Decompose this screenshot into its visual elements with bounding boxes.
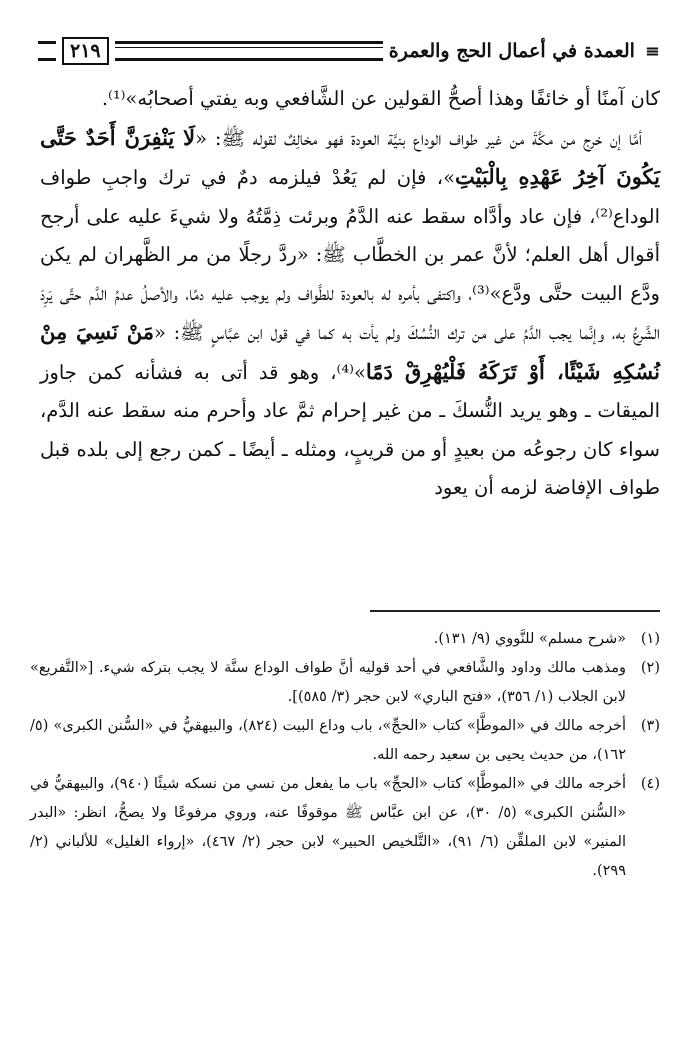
running-title: العمدة في أعمال الحج والعمرة: [383, 40, 641, 62]
footnote: [30, 654, 660, 712]
footnote-text: «شرح مسلم» للنَّووي (٩/ ١٣١).: [433, 631, 626, 647]
footnote: [30, 712, 660, 770]
header-rule-end: [38, 41, 56, 61]
paragraph-2-part-c: »⁽⁴⁾، وهو قد أتى به فشأنه كمن جاوز الميقات ـ وهو يريد النُّسكَ ـ من غير إحرام ثمَّ عاد وأحرم منه سقط عنه الدَّم، سواء كان رجوعُه من بعيدٍ أو من قريبٍ، ومثله ـ أيضًا ـ كمن رجع إلى بلده قبل طواف الإفاضة لزمه أن يعود: [40, 360, 660, 499]
main-text: [40, 80, 660, 508]
footnote-number: (٣): [640, 718, 660, 734]
footnote-number: (٢): [640, 660, 660, 676]
footnote: [30, 770, 660, 886]
footnote-number: (١): [640, 631, 660, 647]
athar-quote: مَنْ نَسِيَ مِنْ نُسُكِهِ شَيْئًا، أَوْ تَرَكَهُ فَلْيُهْرِقْ دَمًا: [40, 319, 660, 384]
paragraph-1: كان آمنًا أو خائفًا وهذا أصحُّ القولين عن الشَّافعي وبه يفتي أصحابُه»⁽¹⁾.: [101, 87, 660, 110]
hadith-quote: لَا يَنْفِرَنَّ أَحَدٌ حَتَّى يَكُونَ آخِرُ عَهْدِهِ بِالْبَيْتِ: [40, 124, 660, 189]
paragraph-2-part-b: »، فإن لم يَعُدْ فيلزمه دمٌ في ترك واجبِ طواف الوداع⁽²⁾، فإن عاد وأدَّاه سقط عنه الدَّمُ وبرئت ذِمَّتُهُ ولا شيءَ عليه على أرجح أقوال أهل العلم؛ لأنَّ عمر بن الخطَّاب ﷺ: «ردَّ رجلًا من مر الظَّهران لم يكن ودَّع البيت حتَّى ودَّع»⁽³⁾، واكتفى بأمره له بالعودة للطَّواف ولم يوجب عليه دمًا، والأصلُ عدمُ الدَّم حتَّى يَرِدَ الشَّرعُ به، وإنَّما يجب الدَّمُ على من ترك النُّسُكَ ولم يأت به كما في قول ابن عبَّاسٍ ﷺ: «: [40, 166, 660, 344]
footnote: [30, 625, 660, 654]
paragraph-2: [40, 119, 660, 508]
footnote-divider: [370, 610, 660, 612]
footnote-text: أخرجه مالك في «الموطَّإ» كتاب «الحجِّ» باب ما يفعل من نسي من نسكه شيئًا (٩٤٠)، والبيهقيُّ في «السُّنن الكبرى» (٥/ ٣٠)، عن ابن عبَّاس ﷺ موقوفًا عنه، وروي مرفوعًا ولا يصحُّ، انظر: «البدر المنير» لابن الملقِّن (٦/ ٩١)، «التَّلخيص الحبير» لابن حجر (٢/ ٤٦٧)، «إرواء الغليل» للألباني (٢/ ٢٩٩).: [30, 776, 626, 879]
footnotes: [30, 625, 660, 886]
paragraph-2-part-a: أمَّا إن خرج من مكَّةَ من غير طواف الوداع بنيَّة العودة فهو مخالِفٌ لقوله ﷺ: «: [195, 126, 643, 150]
footnote-text: أخرجه مالك في «الموطَّإ» كتاب «الحجِّ»، باب وداع البيت (٨٢٤)، والبيهقيُّ في «السُّنن الكبرى» (٥/ ١٦٢)، من حديث يحيى بن سعيد رحمه الله.: [30, 718, 626, 763]
page-number: ٢١٩: [62, 37, 109, 65]
running-header: [38, 36, 660, 66]
header-mark: ≡: [644, 40, 660, 62]
footnote-number: (٤): [640, 776, 660, 792]
header-rule: [115, 41, 383, 61]
footnote-text: ومذهب مالك وداود والشَّافعي في أحد قوليه أنَّ طواف الوداع سنَّة لا يجب بتركه شيء. [«التَّفريع» لابن الجلاب (١/ ٣٥٦)، «فتح الباري» لابن حجر (٣/ ٥٨٥)].: [30, 660, 626, 705]
